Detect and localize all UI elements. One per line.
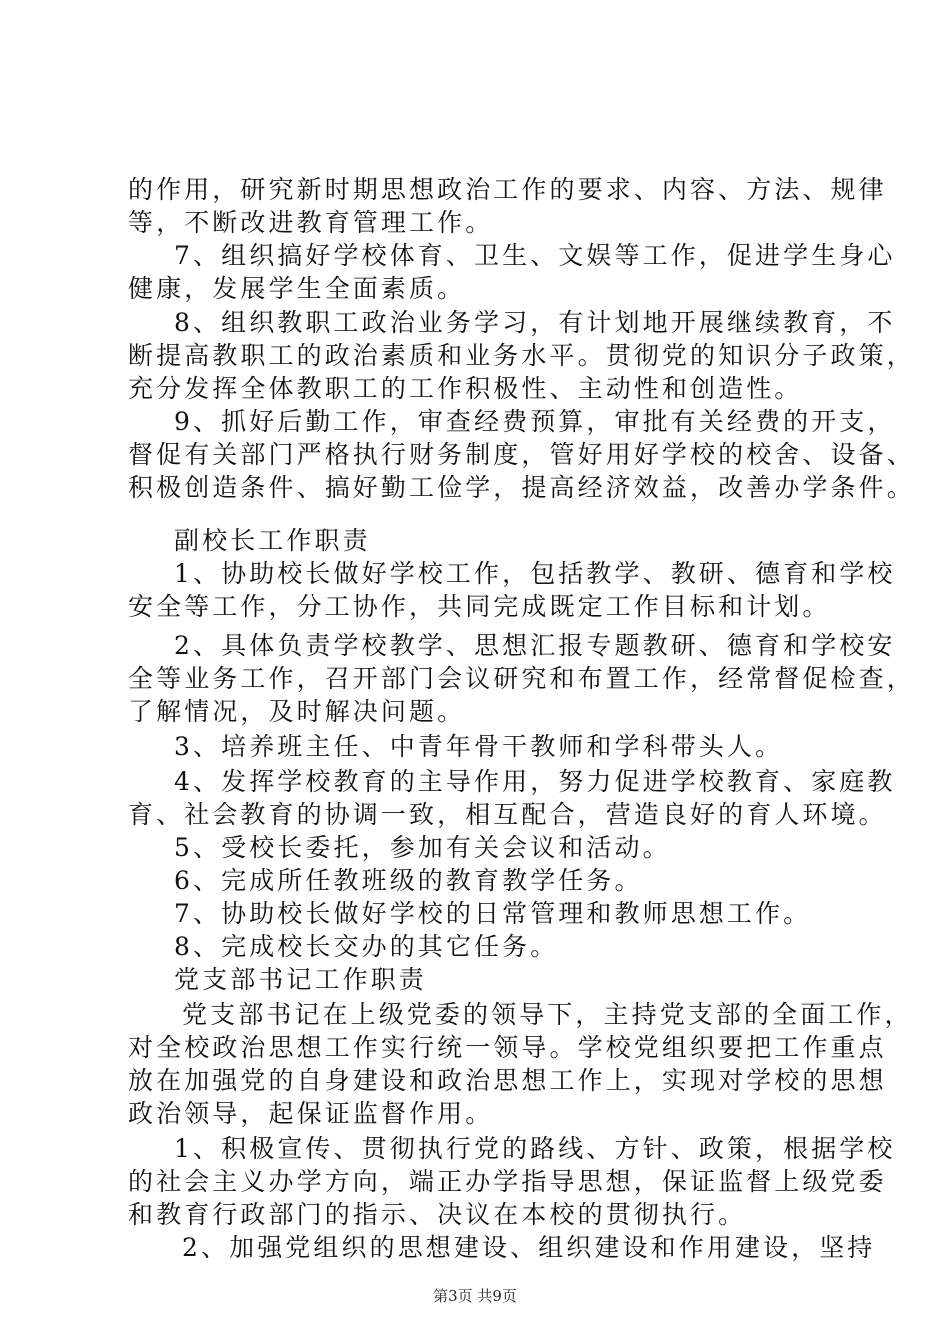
page-footer: 第3页 共9页 bbox=[433, 1287, 517, 1305]
text-line: 3、培养班主任、中青年骨干教师和学科带头人。 bbox=[174, 732, 784, 761]
text-line: 党支部书记在上级党委的领导下，主持党支部的全面工作， bbox=[182, 1000, 913, 1029]
text-line: 政治领导，起保证监督作用。 bbox=[128, 1099, 494, 1128]
text-line: 和教育行政部门的指示、决议在本校的贯彻执行。 bbox=[128, 1200, 747, 1229]
text-line: 8、组织教职工政治业务学习，有计划地开展继续教育，不 bbox=[174, 308, 896, 337]
text-line: 1、积极宣传、贯彻执行党的路线、方针、政策，根据学校 bbox=[174, 1134, 896, 1163]
text-line: 6、完成所任教班级的教育教学任务。 bbox=[174, 866, 643, 895]
text-line: 2、加强党组织的思想建设、组织建设和作用建设，坚持 bbox=[182, 1233, 876, 1262]
text-line: 等，不断改进教育管理工作。 bbox=[128, 208, 494, 237]
text-line: 充分发挥全体教职工的工作积极性、主动性和创造性。 bbox=[128, 374, 803, 403]
text-line: 健康，发展学生全面素质。 bbox=[128, 274, 466, 303]
text-line: 断提高教职工的政治素质和业务水平。贯彻党的知识分子政策， bbox=[128, 341, 915, 370]
text-line: 全等业务工作，召开部门会议研究和布置工作，经常督促检查， bbox=[128, 664, 915, 693]
text-line: 育、社会教育的协调一致，相互配合，营造良好的育人环境。 bbox=[128, 800, 887, 829]
text-line: 1、协助校长做好学校工作，包括教学、教研、德育和学校 bbox=[174, 559, 896, 588]
text-line: 5、受校长委托，参加有关会议和活动。 bbox=[174, 833, 671, 862]
text-line: 7、组织搞好学校体育、卫生、文娱等工作，促进学生身心 bbox=[174, 241, 896, 270]
text-line: 副校长工作职责 bbox=[174, 526, 371, 555]
text-line: 4、发挥学校教育的主导作用，努力促进学校教育、家庭教 bbox=[174, 767, 896, 796]
text-line: 对全校政治思想工作实行统一领导。学校党组织要把工作重点 bbox=[128, 1033, 887, 1062]
text-line: 督促有关部门严格执行财务制度，管好用好学校的校舍、设备、 bbox=[128, 440, 915, 469]
text-line: 安全等工作，分工协作，共同完成既定工作目标和计划。 bbox=[128, 592, 831, 621]
text-line: 8、完成校长交办的其它任务。 bbox=[174, 932, 559, 961]
text-line: 积极创造条件、搞好勤工俭学，提高经济效益，改善办学条件。 bbox=[128, 473, 915, 502]
text-line: 了解情况，及时解决问题。 bbox=[128, 697, 466, 726]
text-line: 放在加强党的自身建设和政治思想工作上，实现对学校的思想 bbox=[128, 1066, 887, 1095]
text-line: 党支部书记工作职责 bbox=[174, 965, 427, 994]
text-line: 9、抓好后勤工作，审查经费预算，审批有关经费的开支， bbox=[174, 407, 896, 436]
text-line: 的作用，研究新时期思想政治工作的要求、内容、方法、规律 bbox=[128, 175, 887, 204]
text-line: 的社会主义办学方向，端正办学指导思想，保证监督上级党委 bbox=[128, 1167, 887, 1196]
text-line: 7、协助校长做好学校的日常管理和教师思想工作。 bbox=[174, 899, 812, 928]
text-line: 2、具体负责学校教学、思想汇报专题教研、德育和学校安 bbox=[174, 631, 896, 660]
